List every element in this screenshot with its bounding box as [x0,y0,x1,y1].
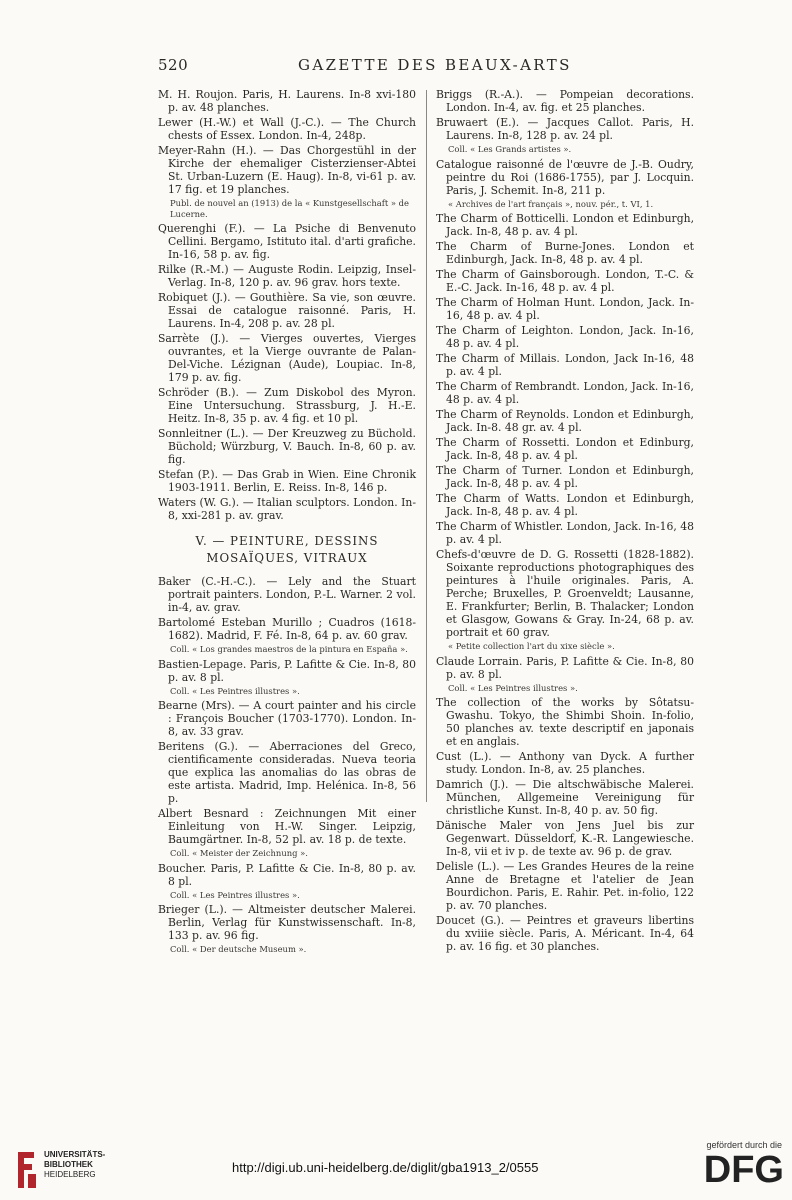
footer-bar [0,1134,792,1200]
bibliography-entry: Beritens (G.). — Aberraciones del Greco, cientificamente consideradas. Nueva teoria que explica las anomalias do las obras de este artista. Madrid, Imp. Helénica. In-8, 56 p. [158,740,416,805]
bibliography-entry: Albert Besnard : Zeichnungen Mit einer Einleitung von H.-W. Singer. Leipzig, Baumgärtner. In-8, 52 pl. av. 18 p. de texte. [158,807,416,846]
library-name [44,1150,105,1180]
dfg-caption: gefördert durch die [706,1140,782,1150]
library-name-line: UNIVERSITÄTS- [44,1150,106,1159]
bibliography-entry: Doucet (G.). — Peintres et graveurs libertins du xviiie siècle. Paris, A. Méricant. In-4, 64 p. av. 16 fig. et 30 planches. [436,914,694,953]
entry-note: « Petite collection l'art du xixe siècle ». [448,641,615,651]
section-heading [158,533,416,567]
entry-note: Coll. « Meister der Zeichnung ». [170,848,308,858]
bibliography-entry: Damrich (J.). — Die altschwäbische Malerei. München, Allgemeine Vereinigung für christliche Kunst. In-8, 40 p. av. 50 fig. [436,778,694,817]
bibliography-entry: The Charm of Millais. London, Jack In-16, 48 p. av. 4 pl. [436,352,694,378]
university-library-logo[interactable] [14,1148,112,1196]
bibliography-entry: The Charm of Whistler. London, Jack. In-16, 48 p. av. 4 pl. [436,520,694,546]
entry-note: Coll. « Les Peintres illustres ». [170,889,300,900]
library-name-line: BIBLIOTHEK [44,1160,93,1169]
bibliography-entry: The Charm of Reynolds. London et Edinburgh, Jack. In-8. 48 gr. av. 4 pl. [436,408,694,434]
bibliography-entry: Bastien-Lepage. Paris, P. Lafitte & Cie. In-8, 80 p. av. 8 pl. [158,657,416,684]
left-entries [158,88,416,522]
bibliography-entry: The Charm of Burne-Jones. London et Edinburgh, Jack. In-8, 48 p. av. 4 pl. [436,240,694,266]
bibliography-entry: The collection of the works by Sôtatsu-Gwashu. Tokyo, the Shimbi Shoin. In-folio, 50 planches av. texte descriptif en japonais et en anglais. [436,696,694,748]
bibliography-entry: Rilke (R.-M.) — Auguste Rodin. Leipzig, Insel- Verlag. In-8, 120 p. av. 96 grav. hors texte. [158,263,416,289]
bibliography-entry: The Charm of Rossetti. London et Edinburg, Jack. In-8, 48 p. av. 4 pl. [436,436,694,462]
bibliography-entry: Delisle (L.). — Les Grandes Heures de la reine Anne de Bretagne et l'atelier de Jean Bourdichon. Paris, E. Rahir. Pet. in-folio, 122 p. av. 70 planches. [436,860,694,912]
bibliography-entry: Stefan (P.). — Das Grab in Wien. Eine Chronik 1903-1911. Berlin, E. Reiss. In-8, 146 p. [158,468,416,494]
bibliography-entry: Robiquet (J.). — Gouthière. Sa vie, son œuvre. Essai de catalogue raisonné. Paris, H. Laurens. In-4, 208 p. av. 28 pl. [158,291,416,330]
bibliography-entry: The Charm of Watts. London et Edinburgh, Jack. In-8, 48 p. av. 4 pl. [436,492,694,518]
entry-note: Coll. « Les Grands artistes ». [448,144,572,154]
bibliography-entry: Lewer (H.-W.) et Wall (J.-C.). — The Church chests of Essex. London. In-4, 248p. [158,116,416,142]
bibliography-entry: The Charm of Botticelli. London et Edinburgh, Jack. In-8, 48 p. av. 4 pl. [436,212,694,238]
bibliography-entry: Bartolomé Esteban Murillo ; Cuadros (1618-1682). Madrid, F. Fé. In-8, 64 p. av. 60 grav. [158,616,416,642]
bibliography-entry: Brieger (L.). — Altmeister deutscher Malerei. Berlin, Verlag für Kunstwissenschaft. In-8, 133 p. av. 96 fig. [158,903,416,942]
bibliography-entry: Chefs-d'œuvre de D. G. Rossetti (1828-1882). Soixante reproductions photographiques des peintures à l'huile originales. Paris, A. Perche; Bruxelles, P. Groenveldt; Lausanne, E. Frankfurter; Berlin, B. Thalacker; London et Glasgow, Gowans & Gray. In-24, 68 p. av. portrait et 60 grav. [436,548,694,639]
bibliography-entry: Schröder (B.). — Zum Diskobol des Myron. Eine Untersuchung. Strassburg, J. H.-E. Heitz. In-8, 35 p. av. 4 fig. et 10 pl. [158,386,416,425]
bibliography-entry: The Charm of Gainsborough. London, T.-C. & E.-C. Jack. In-16, 48 p. av. 4 pl. [436,268,694,294]
entry-note: Coll. « Los grandes maestros de la pintura en España ». [170,644,408,654]
permalink-url[interactable]: http://digi.ub.uni-heidelberg.de/diglit/gba1913_2/0555 [232,1160,539,1175]
page-number: 520 [158,56,189,74]
bibliography-entry: Boucher. Paris, P. Lafitte & Cie. In-8, 80 p. av. 8 pl. [158,861,416,888]
left-entries-section-v [158,575,416,955]
entry-note: Publ. de nouvel an (1913) de la « Kunstgesellschaft » de Lucerne. [170,198,409,219]
bibliography-entry: Catalogue raisonné de l'œuvre de J.-B. Oudry, peintre du Roi (1686-1755), par J. Locquin. Paris, J. Schemit. In-8, 211 p. [436,157,694,197]
bibliography-entry: The Charm of Leighton. London, Jack. In-16, 48 p. av. 4 pl. [436,324,694,350]
bibliography-entry: Dänische Maler von Jens Juel bis zur Gegenwart. Düsseldorf, K.-R. Langewiesche. In-8, vii et iv p. de texte av. 96 p. de grav. [436,819,694,858]
running-header [0,56,792,78]
library-name-line: HEIDELBERG [44,1170,96,1179]
bibliography-entry: Bruwaert (E.). — Jacques Callot. Paris, H. Laurens. In-8, 128 p. av. 24 pl. [436,116,694,142]
bibliography-entry: Cust (L.). — Anthony van Dyck. A further study. London. In-8, av. 25 planches. [436,750,694,776]
entry-note: « Archives de l'art français », nouv. pér., t. VI, 1. [448,198,654,209]
column-divider [426,90,427,802]
bibliography-entry: Bearne (Mrs). — A court painter and his circle : François Boucher (1703-1770). London. In-8, av. 33 grav. [158,699,416,738]
dfg-funding-logo[interactable] [688,1140,784,1196]
bibliography-entry: Briggs (R.-A.). — Pompeian decorations. London. In-4, av. fig. et 25 planches. [436,88,694,114]
entry-note: Coll. « Der deutsche Museum ». [170,944,307,954]
bibliography-entry: Meyer-Rahn (H.). — Das Chorgestühl in der Kirche der ehemaliger Cisterzienser-Abtei St. Urban-Luzern (E. Haug). In-8, vi-61 p. av. 17 fig. et 19 planches. [158,144,416,196]
bibliography-entry: Claude Lorrain. Paris, P. Lafitte & Cie. In-8, 80 p. av. 8 pl. [436,654,694,681]
bibliography-entry: Sonnleitner (L.). — Der Kreuzweg zu Büchold. Büchold; Würzburg, V. Bauch. In-8, 60 p. av. fig. [158,427,416,466]
bibliography-entry: Sarrète (J.). — Vierges ouvertes, Vierges ouvrantes, et la Vierge ouvrante de Palan-Del-Viche. Lézignan (Aude), Loupiac. In-8, 179 p. av. fig. [158,332,416,384]
journal-title: GAZETTE DES BEAUX-ARTS [298,56,572,74]
bibliography-entry: Baker (C.-H.-C.). — Lely and the Stuart portrait painters. London, P.-L. Warner. 2 vol. in-4, av. grav. [158,575,416,614]
entry-note: Coll. « Les Peintres illustres ». [448,682,578,693]
section-heading-line: V. — PEINTURE, DESSINS [195,534,379,548]
section-heading-line: MOSAÏQUES, VITRAUX [206,551,368,565]
bibliography-entry: Waters (W. G.). — Italian sculptors. London. In-8, xxi-281 p. av. grav. [158,496,416,522]
bibliography-entry: The Charm of Turner. London et Edinburgh, Jack. In-8, 48 p. av. 4 pl. [436,464,694,490]
right-column [436,88,694,955]
bibliography-entry: M. H. Roujon. Paris, H. Laurens. In-8 xvi-180 p. av. 48 planches. [158,88,416,114]
bibliography-entry: The Charm of Holman Hunt. London, Jack. In-16, 48 p. av. 4 pl. [436,296,694,322]
dfg-logo-text: DFG [703,1149,784,1191]
bibliography-entry: The Charm of Rembrandt. London, Jack. In-16, 48 p. av. 4 pl. [436,380,694,406]
bibliography-entry: Querenghi (F.). — La Psiche di Benvenuto Cellini. Bergamo, Istituto ital. d'arti grafiche. In-16, 58 p. av. fig. [158,222,416,261]
left-column [158,88,416,958]
right-entries [436,88,694,953]
library-emblem-icon [14,1148,40,1192]
entry-note: Coll. « Les Peintres illustres ». [170,685,300,696]
